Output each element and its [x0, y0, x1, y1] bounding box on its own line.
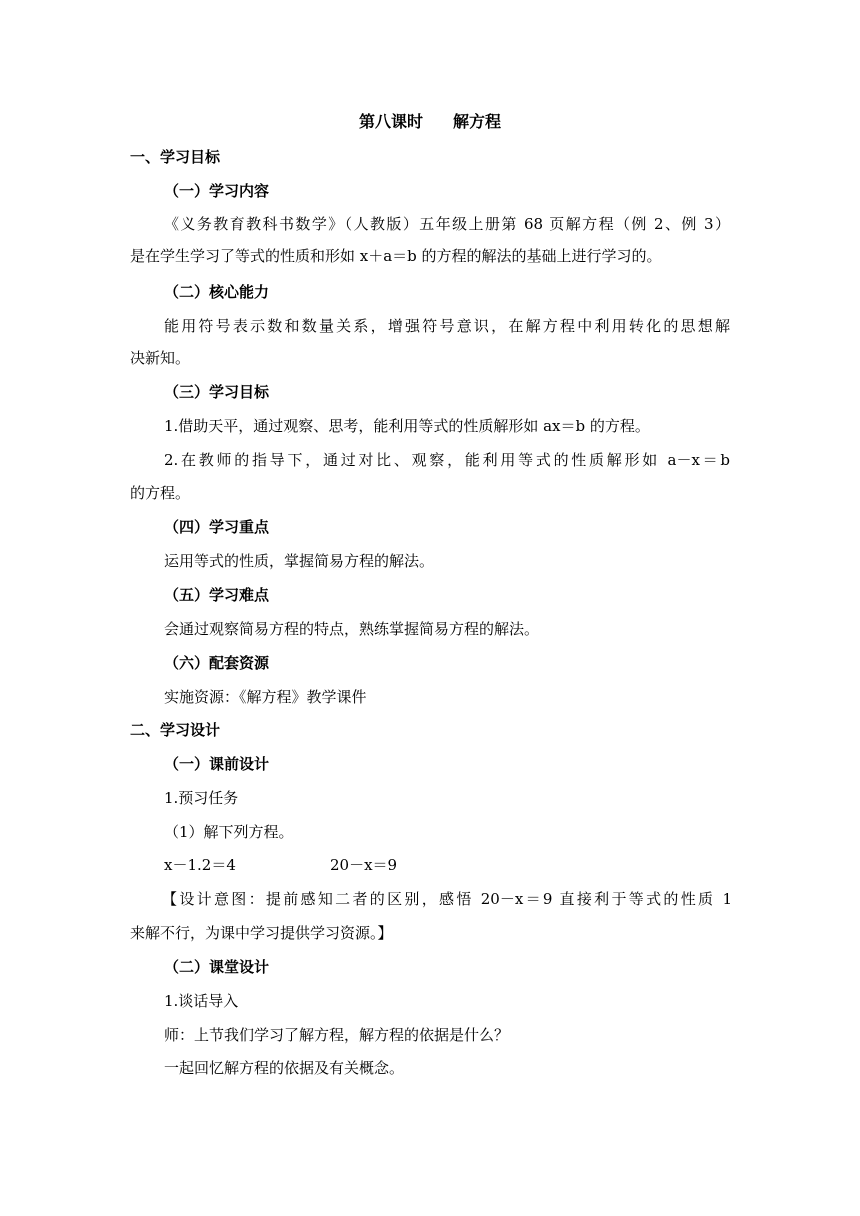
resources-text: 实施资源：《解方程》教学课件 [164, 688, 367, 706]
subheading-learning-objectives: （三）学习目标 [164, 383, 270, 401]
lesson-number: 第八课时 [358, 112, 423, 131]
recall-instruction: 一起回忆解方程的依据及有关概念。 [164, 1059, 405, 1077]
preview-task-item-1: （1）解下列方程。 [164, 823, 294, 841]
subheading-difficulties: （五）学习难点 [164, 586, 270, 604]
objective-1: 1.借助天平，通过观察、思考，能利用等式的性质解形如 ax＝b 的方程。 [164, 417, 650, 435]
subheading-learning-content: （一）学习内容 [164, 182, 270, 200]
subheading-pre-class-design: （一）课前设计 [164, 755, 270, 773]
section-heading-learning-design: 二、学习设计 [130, 721, 221, 739]
subheading-key-points: （四）学习重点 [164, 518, 270, 536]
equation-1: x－1.2＝4 [164, 856, 236, 874]
difficulties-text: 会通过观察简易方程的特点，熟练掌握简易方程的解法。 [164, 620, 540, 638]
objective-2-line-2: 的方程。 [130, 484, 191, 502]
content-paragraph-line-1: 《义务教育教科书数学》（人教版）五年级上册第 68 页解方程（例 2、例 3） [164, 215, 730, 233]
ability-paragraph-line-2: 决新知。 [130, 349, 191, 367]
objective-2-line-1: 2.在教师的指导下，通过对比、观察，能利用等式的性质解形如 a－x＝b [164, 451, 730, 469]
teacher-question: 师：上节我们学习了解方程，解方程的依据是什么？ [164, 1026, 510, 1044]
page-title [0, 110, 860, 134]
intro-heading: 1.谈话导入 [164, 992, 239, 1010]
design-intent-line-1: 【设计意图：提前感知二者的区别，感悟 20－x＝9 直接利于等式的性质 1 [162, 890, 732, 908]
lesson-topic: 解方程 [453, 112, 502, 131]
section-heading-learning-goals: 一、学习目标 [130, 148, 221, 166]
design-intent-line-2: 来解不行，为课中学习提供学习资源。】 [130, 924, 393, 942]
preview-task-heading: 1.预习任务 [164, 789, 239, 807]
equation-2: 20－x＝9 [330, 856, 398, 874]
subheading-resources: （六）配套资源 [164, 654, 270, 672]
content-paragraph-line-2: 是在学生学习了等式的性质和形如 x＋a＝b 的方程的解法的基础上进行学习的。 [130, 247, 662, 265]
key-points-text: 运用等式的性质，掌握简易方程的解法。 [164, 552, 435, 570]
subheading-classroom-design: （二）课堂设计 [164, 958, 270, 976]
subheading-core-ability: （二）核心能力 [164, 283, 270, 301]
ability-paragraph-line-1: 能用符号表示数和数量关系，增强符号意识，在解方程中利用转化的思想解 [164, 317, 730, 335]
